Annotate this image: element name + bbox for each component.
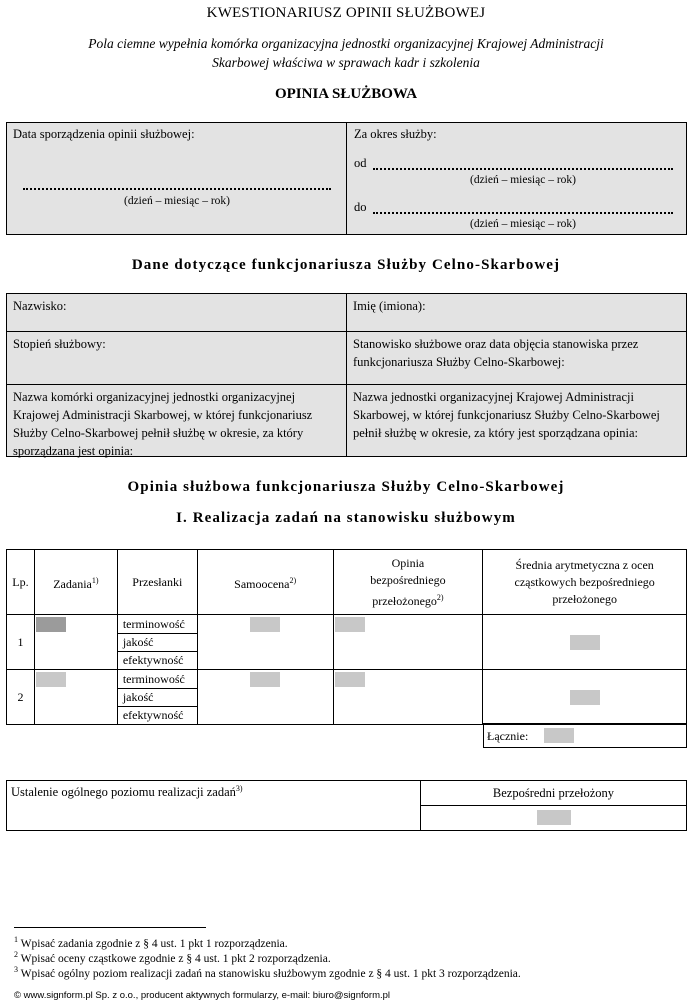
first-name-field[interactable]: Imię (imiona):	[346, 293, 687, 332]
surname-field[interactable]: Nazwisko:	[6, 293, 347, 332]
period-from-hint: (dzień – miesiąc – rok)	[469, 174, 576, 186]
row-1-supervisor-shaded-field[interactable]	[335, 617, 365, 632]
row-2-self-shaded-field[interactable]	[250, 672, 280, 687]
row-2-average-cell[interactable]	[483, 670, 687, 725]
row-2-supervisor-cell[interactable]	[333, 670, 483, 725]
footnote-3	[14, 962, 521, 982]
row-2-supervisor-shaded-field[interactable]	[335, 672, 365, 687]
section-i-heading: I. Realizacja zadań na stanowisku służbowym	[176, 510, 516, 526]
service-period-cell	[346, 122, 687, 235]
table-header-row	[7, 550, 687, 615]
supervisor-header-cell	[420, 780, 687, 806]
date-prepared-label: Data sporządzenia opinii służbowej:	[13, 127, 195, 141]
row-1-self-cell[interactable]	[197, 615, 333, 670]
supervisor-label: Bezpośredni przełożony	[492, 786, 615, 800]
row-1-average-cell[interactable]	[483, 615, 687, 670]
row-1-average-shaded-field[interactable]	[570, 635, 600, 650]
row-2-self-cell[interactable]	[197, 670, 333, 725]
col-supervisor-line-3-text: przełożonego	[372, 593, 437, 608]
total-cell	[483, 723, 687, 748]
period-to-hint: (dzień – miesiąc – rok)	[469, 218, 576, 230]
col-average-header	[483, 550, 687, 615]
main-title: OPINIA SŁUŻBOWA	[274, 86, 418, 102]
overall-level-sup: 3)	[235, 784, 243, 793]
date-prepared-field[interactable]	[23, 188, 331, 190]
period-from-field[interactable]	[373, 168, 673, 170]
period-to-label: do	[354, 200, 367, 214]
footnote-3-num: 3	[14, 965, 18, 974]
subtitle-line-2: Skarbowej właściwa w sprawach kadr i szkolenia	[212, 55, 480, 70]
subtitle-line-1: Pola ciemne wypełnia komórka organizacyjna jednostki organizacyjnej Krajowej Administracji	[88, 36, 604, 51]
col-supervisor-line-1: Opinia	[391, 555, 425, 570]
tasks-table	[6, 549, 687, 725]
col-tasks-label: Zadania	[53, 576, 92, 591]
row-2-criterion-1: terminowość	[117, 670, 197, 689]
row-2-criterion-2: jakość	[117, 689, 197, 707]
form-subtitle	[40, 34, 652, 72]
service-period-label: Za okres służby:	[354, 127, 437, 141]
table-row	[7, 615, 687, 634]
row-1-criterion-3: efektywność	[117, 652, 197, 670]
page-footer: © www.signform.pl Sp. z o.o., producent aktywnych formularzy, e-mail: biuro@signform.pl	[14, 990, 391, 1001]
col-average-line-3: przełożonego	[552, 591, 617, 606]
period-to-field[interactable]	[373, 212, 673, 214]
footnote-1-text: Wpisać zadania zgodnie z § 4 ust. 1 pkt 1 rozporządzenia.	[20, 937, 288, 950]
unit-org-field[interactable]: Nazwa jednostki organizacyjnej Krajowej Administracji Skarbowej, w której funkcjonariusz Służby Celno-Skarbowej pełnił służbę w okresie, za który jest sporządzana opinia:	[346, 384, 687, 457]
rank-field[interactable]: Stopień służbowy:	[6, 331, 347, 385]
overall-level-cell[interactable]	[6, 780, 421, 831]
col-supervisor-line-3	[334, 589, 483, 610]
col-average-line-1: Średnia arytmetyczna z ocen	[515, 557, 654, 572]
row-2-task-cell[interactable]	[34, 670, 117, 725]
col-premises-header: Przesłanki	[117, 550, 197, 615]
footnote-2-text: Wpisać oceny cząstkowe zgodnie z § 4 ust. 1 pkt 2 rozporządzenia.	[20, 952, 331, 965]
col-self-header	[197, 550, 333, 615]
row-1-task-cell[interactable]	[34, 615, 117, 670]
row-2-average-shaded-field[interactable]	[570, 690, 600, 705]
footnote-divider	[14, 927, 206, 928]
row-1-self-shaded-field[interactable]	[250, 617, 280, 632]
col-average-line-2: cząstkowych bezpośredniego	[514, 574, 655, 589]
overall-level-label	[11, 784, 243, 800]
col-lp-header: Lp.	[7, 550, 35, 615]
unit-cell-field[interactable]: Nazwa komórki organizacyjnej jednostki organizacyjnej Krajowej Administracji Skarbowej, w której funkcjonariusz Służby Celno-Skarbowej pełnił służbę w okresie, za który sporządzana jest opinia:	[6, 384, 347, 457]
row-1-criterion-2: jakość	[117, 634, 197, 652]
row-1-supervisor-cell[interactable]	[333, 615, 483, 670]
opinion-heading: Opinia służbowa funkcjonariusza Służby Celno-Skarbowej	[127, 479, 565, 495]
table-row	[7, 670, 687, 689]
row-2-criterion-3: efektywność	[117, 707, 197, 725]
footnote-1-num: 1	[14, 935, 18, 944]
position-field[interactable]: Stanowisko służbowe oraz data objęcia stanowiska przez funkcjonariusza Służby Celno-Skarbowej:	[346, 331, 687, 385]
form-title: KWESTIONARIUSZ OPINII SŁUŻBOWEJ	[206, 5, 486, 21]
row-1-criterion-1: terminowość	[117, 615, 197, 634]
officer-data-heading: Dane dotyczące funkcjonariusza Służby Celno-Skarbowej	[131, 257, 561, 273]
footnote-2-num: 2	[14, 950, 18, 959]
col-supervisor-sup: 2)	[436, 592, 444, 602]
overall-level-text: Ustalenie ogólnego poziomu realizacji zadań	[11, 785, 236, 800]
row-2-lp: 2	[7, 670, 35, 725]
row-1-lp: 1	[7, 615, 35, 670]
period-from-label: od	[354, 156, 367, 170]
col-tasks-header	[34, 550, 117, 615]
row-2-task-shaded-field[interactable]	[36, 672, 66, 687]
footnote-3-text: Wpisać ogólny poziom realizacji zadań na stanowisku służbowym zgodnie z § 4 ust. 1 pkt 3 rozporządzenia.	[20, 967, 521, 980]
col-self-label: Samoocena	[234, 576, 290, 591]
total-label: Łącznie:	[487, 729, 529, 743]
date-prepared-cell	[6, 122, 347, 235]
row-1-task-shaded-field[interactable]	[36, 617, 66, 632]
supervisor-shaded-field[interactable]	[537, 810, 571, 825]
col-supervisor-line-2: bezpośredniego	[370, 572, 446, 587]
supervisor-sign-cell[interactable]	[420, 805, 687, 831]
col-supervisor-header	[333, 550, 483, 615]
date-prepared-hint: (dzień – miesiąc – rok)	[123, 195, 230, 207]
col-self-sup: 2)	[289, 575, 297, 585]
col-tasks-sup: 1)	[91, 575, 99, 585]
total-shaded-field[interactable]	[544, 728, 574, 743]
